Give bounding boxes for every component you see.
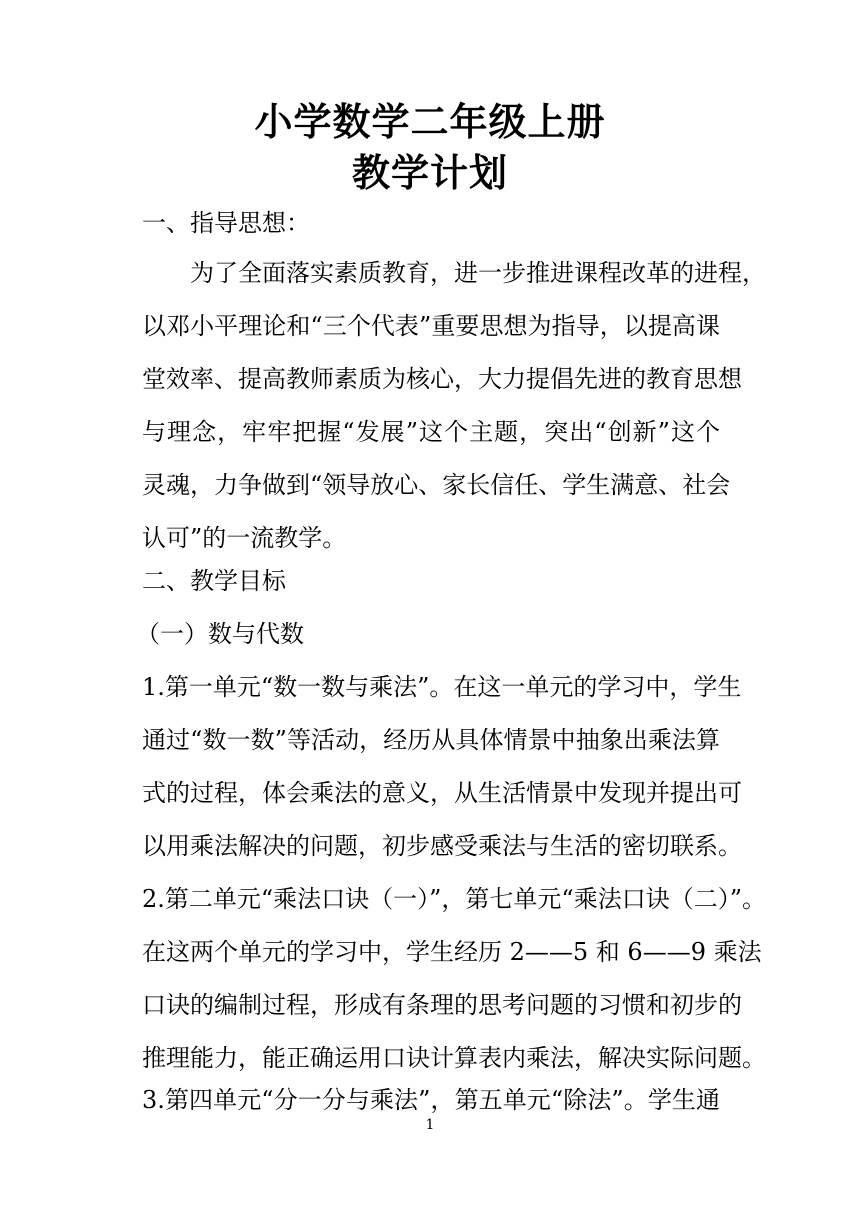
paragraph-line: 认可”的一流教学。 — [142, 524, 347, 552]
list-item-line: 3.第四单元“分一分与乘法”，第五单元“除法”。学生通 — [142, 1086, 720, 1114]
paragraph-line: 灵魂，力争做到“领导放心、家长信任、学生满意、社会 — [142, 471, 731, 499]
section-heading-teaching-goals: 二、教学目标 — [142, 567, 286, 595]
list-item-line: 在这两个单元的学习中，学生经历 2——5 和 6——9 乘法 — [142, 938, 762, 966]
list-item-line: 式的过程，体会乘法的意义，从生活情景中发现并提出可 — [142, 779, 742, 807]
paragraph-line: 堂效率、提高教师素质为核心，大力提倡先进的教育思想 — [142, 365, 742, 393]
paragraph-line: 以邓小平理论和“三个代表”重要思想为指导，以提高课 — [142, 312, 720, 340]
paragraph-line: 为了全面落实素质教育，进一步推进课程改革的进程， — [190, 259, 766, 287]
document-title-line1: 小学数学二年级上册 — [254, 99, 606, 144]
document-title-line2: 教学计划 — [351, 150, 508, 195]
list-item-line: 通过“数一数”等活动，经历从具体情景中抽象出乘法算 — [142, 726, 720, 754]
list-item-line: 1.第一单元“数一数与乘法”。在这一单元的学习中，学生 — [142, 673, 742, 701]
list-item-line: 以用乘法解决的问题，初步感受乘法与生活的密切联系。 — [142, 832, 742, 860]
list-item-line: 2.第二单元“乘法口诀（一）”，第七单元“乘法口诀（二）”。 — [142, 885, 766, 913]
list-item-line: 推理能力，能正确运用口诀计算表内乘法，解决实际问题。 — [142, 1044, 766, 1072]
section-heading-guiding-ideology: 一、指导思想： — [142, 209, 310, 237]
subsection-heading-numbers-algebra: （一）数与代数 — [136, 620, 304, 648]
paragraph-line: 与理念，牢牢把握“发展”这个主题，突出“创新”这个 — [142, 418, 720, 446]
page-number: 1 — [425, 1117, 435, 1133]
list-item-line: 口诀的编制过程，形成有条理的思考问题的习惯和初步的 — [142, 991, 742, 1019]
